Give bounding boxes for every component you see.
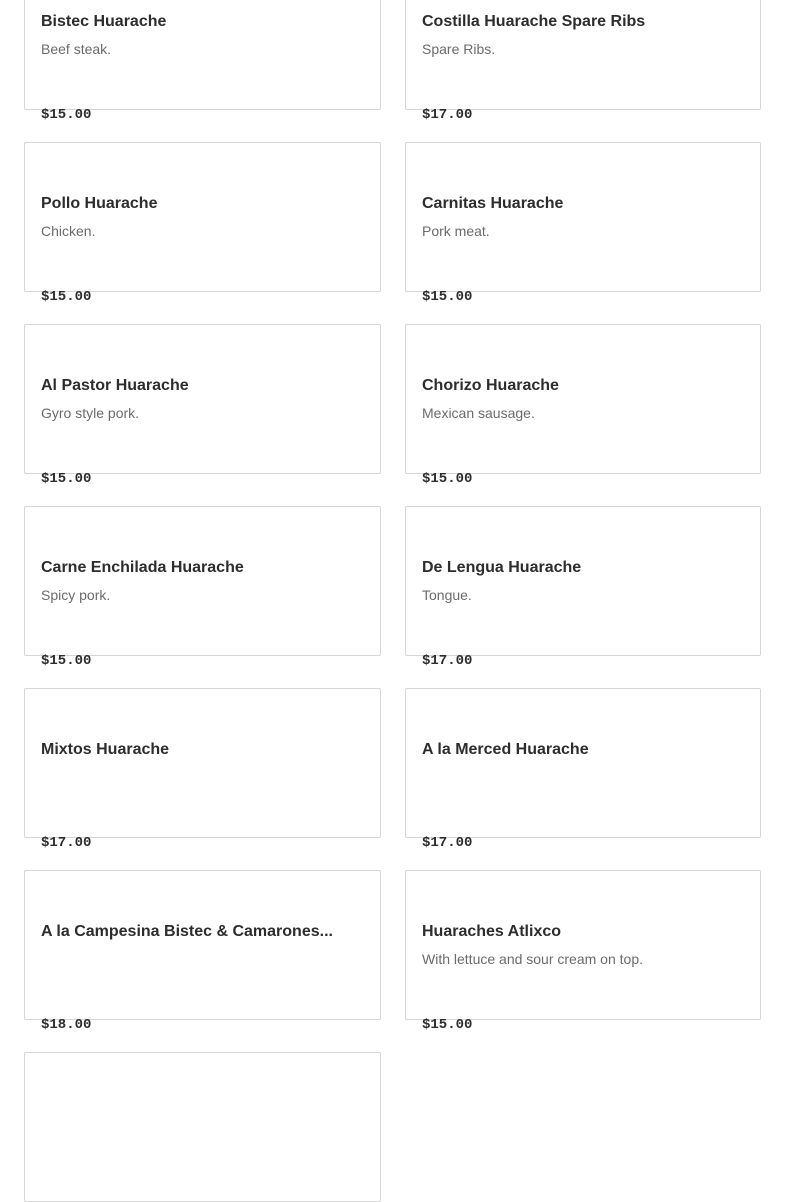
menu-item-name: Mixtos Huarache xyxy=(41,741,170,758)
menu-item-name: Pollo Huarache xyxy=(41,195,158,212)
menu-item-name: Carnitas Huarache xyxy=(422,195,564,212)
menu-item-description: Spare Ribs. xyxy=(422,41,496,57)
menu-item-card[interactable] xyxy=(24,324,381,487)
menu-item-description: Gyro style pork. xyxy=(41,405,140,421)
menu-item-card[interactable] xyxy=(24,1052,381,1202)
menu-item-price: $17.00 xyxy=(422,653,473,669)
menu-item-name: Al Pastor Huarache xyxy=(41,377,189,394)
menu-item-description: Tongue. xyxy=(422,587,472,603)
menu-item-description: Chicken. xyxy=(41,223,96,239)
menu-item-price: $15.00 xyxy=(41,653,92,669)
menu-item-card[interactable] xyxy=(24,142,381,305)
menu-item-name: Chorizo Huarache xyxy=(422,377,559,394)
menu-item-description: With lettuce and sour cream on top. xyxy=(422,951,643,967)
menu-item-name: A la Campesina Bistec & Camarones... xyxy=(41,923,333,940)
menu-item-card[interactable] xyxy=(405,870,761,1033)
menu-item-description: Mexican sausage. xyxy=(422,405,535,421)
menu-item-price: $17.00 xyxy=(422,107,473,123)
menu-item-grid xyxy=(24,0,761,1202)
menu-item-price: $15.00 xyxy=(422,471,473,487)
menu-item-card[interactable] xyxy=(405,688,761,851)
menu-item-price: $17.00 xyxy=(422,835,473,851)
menu-item-name: De Lengua Huarache xyxy=(422,559,582,576)
menu-item-card[interactable] xyxy=(405,506,761,669)
menu-item-price: $15.00 xyxy=(422,1017,473,1033)
menu-item-description: Spicy pork. xyxy=(41,587,111,603)
menu-item-name: Costilla Huarache Spare Ribs xyxy=(422,13,646,30)
menu-item-name: Huaraches Atlixco xyxy=(422,923,562,940)
menu-item-name: Bistec Huarache xyxy=(41,13,167,30)
menu-item-card[interactable] xyxy=(24,870,381,1033)
menu-item-card[interactable] xyxy=(405,324,761,487)
menu-item-price: $17.00 xyxy=(41,835,92,851)
menu-item-description: Pork meat. xyxy=(422,223,490,239)
menu-item-card[interactable] xyxy=(24,0,381,123)
menu-item-card[interactable] xyxy=(24,506,381,669)
menu-item-price: $15.00 xyxy=(41,107,92,123)
menu-item-price: $15.00 xyxy=(41,471,92,487)
menu-item-price: $15.00 xyxy=(422,289,473,305)
menu-item-card[interactable] xyxy=(24,688,381,851)
menu-item-card[interactable] xyxy=(405,0,761,123)
menu-item-name: Carne Enchilada Huarache xyxy=(41,559,244,576)
menu-item-card[interactable] xyxy=(405,142,761,305)
menu-item-price: $18.00 xyxy=(41,1017,92,1033)
menu-item-price: $15.00 xyxy=(41,289,92,305)
menu-item-description: Beef steak. xyxy=(41,41,112,57)
menu-item-name: A la Merced Huarache xyxy=(422,741,589,758)
